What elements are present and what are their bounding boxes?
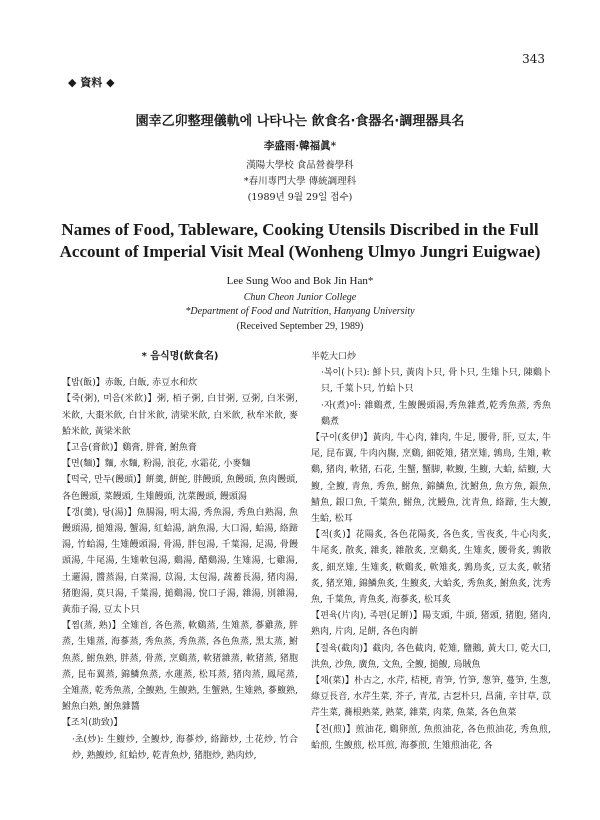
received-date-en: (Received September 29, 1989) bbox=[236, 321, 364, 332]
received-date-ko: (1989년 9월 29일 접수) bbox=[247, 192, 353, 203]
entry: 【절육(截肉)】截肉, 各色截肉, 乾雉, 鹽鵝, 黃大口, 乾大口, 洪魚, 沙魚, 廣魚, 文魚, 全鰒, 搥鰒, 烏賊魚 bbox=[311, 643, 551, 670]
sub-entry: ·복이(卜只): 鮮卜只, 黃肉卜只, 骨卜只, 生雉卜只, 陳鷄卜只, 千葉卜只, 竹蛤卜只 bbox=[321, 368, 551, 395]
entry: 【갱(羹), 탕(湯)】魚腸湯, 明太湯, 秀魚湯, 秀魚白熟湯, 魚饅頭湯, 搥雉湯, 蟹湯, 紅蛤湯, 訥魚湯, 大口湯, 蛤湯, 絡蹄湯, 竹蛤湯, 生雉饅頭湯, 骨湯, 胖包湯, 千葉湯, 足湯, 骨饅頭湯, 牛尾湯, 生雉軟包湯, 鷄湯, 醋鷄湯, 生雉湯, 七雞湯, 土邏湯, 醬蒸湯, 白菜湯, 苡湯, 太包湯, 蔬蓄長湯, 猪肉湯, 猪胞湯, 莫只湯, 千葉湯, 搥鷄湯, 悅口子湯, 雜湯, 別雜湯, 黃茄子湯, 豆太卜只 bbox=[62, 507, 298, 616]
english-title-line: Account of Imperial Visit Meal (Wonheng Ulmyo Jungri Euigwae) bbox=[59, 242, 541, 261]
entry: 【떡국, 만두(饅頭)】餠羹, 餠鮀, 胖饅頭, 魚饅頭, 魚肉饅頭, 各色饅頭, 菜饅頭, 生雉饅頭, 沈菜饅頭, 饅頭湯 bbox=[62, 475, 298, 502]
english-title-line: Names of Food, Tableware, Cooking Utensils Discribed in the Full bbox=[61, 220, 539, 239]
affiliation-line: *春川專門大學 傳統調理科 bbox=[243, 176, 357, 187]
entry: 【채(菜)】朴古之, 水芹, 桔梗, 青笋, 竹笋, 葱笋, 蔓笋, 生葱, 綠豆長音, 水芹生菜, 芥子, 青苽, 古乭朴只, 昌蒲, 辛甘草, 苡芹生菜, 蕎根熟菜, 熟菜, 雜菜, 肉菜, 魚菜, 各色魚菜 bbox=[311, 676, 551, 719]
english-affiliation bbox=[0, 291, 600, 319]
affiliation-line: 漢陽大學校 食品營養學科 bbox=[246, 160, 354, 171]
section-tag: ◆ 資料 ◆ bbox=[68, 76, 115, 89]
entry: 【조치(助致)】 bbox=[62, 718, 123, 729]
korean-title: 園幸乙卯整理儀軌에 나타나는 飮食名·食器名·調理器具名 bbox=[135, 114, 465, 129]
sub-entry: ·초(炒): 生鰒炒, 全鰒炒, 海蔘炒, 絡蹄炒, 土花炒, 竹合炒, 熟鰒炒, 紅蛤炒, 乾青魚炒, 猪胞炒, 熟肉炒, bbox=[72, 734, 298, 761]
entry: 【밥(飯)】赤飯, 白飯, 赤豆水和炊 bbox=[62, 378, 198, 389]
left-column bbox=[62, 349, 298, 764]
affiliation-line: Chun Cheon Junior College bbox=[243, 292, 357, 303]
page-number: 343 bbox=[522, 52, 545, 66]
section-heading: * 음식명(飮食名) bbox=[141, 351, 219, 362]
korean-affiliation bbox=[0, 158, 600, 206]
sub-entry: ·자(煮)아: 雜鷄煮, 生鰒饅頭湯,秀魚雜煮,乾秀魚蒸, 秀魚鷄煮 bbox=[321, 400, 551, 427]
entry: 【구이(炙伊)】黃肉, 牛心肉, 雜肉, 牛足, 腰骨, 肝, 豆太, 牛尾, 昆布翼, 牛肉內膓, 烹鷄, 細乾雉, 猪烹雉, 鶉鳥, 生雉, 軟鷄, 猪肉, 軟猪, 石花, 生蟹, 蟹脚, 軟鰒, 生鰒, 大蛤, 結鰒, 大鰒, 全鰒, 青魚, 秀魚, 鮒魚, 錦鱗魚, 沈鮒魚, 魚方魚, 銀魚, 鯖魚, 銀口魚, 千葉魚, 鮒魚, 沈鰻魚, 沈青魚, 絡蹄, 生大鰒, 生蛤, 松耳 bbox=[311, 433, 551, 525]
entry: 【면(麵)】麵, 水麵, 粉湯, 浪花, 水霜花, 小麥麵 bbox=[62, 459, 251, 470]
right-column bbox=[311, 349, 551, 754]
entry: 【전(煎)】煎油花, 鷄卵煎, 魚煎油花, 各色煎油花, 秀魚煎, 蛤煎, 生鰒煎, 松耳煎, 海蔘煎, 生雉煎油花, 各 bbox=[311, 724, 551, 751]
entry: 【적(炙)】花陽炙, 各色花陽炙, 各色炙, 雪夜炙, 牛心肉炙, 牛尾炙, 散炙, 雜炙, 雜散炙, 烹鷄炙, 生雉炙, 腰骨炙, 鶉散炙, 細烹雉, 生雉炙, 軟鷄炙, 軟雉炙, 鶉鳥炙, 豆太炙, 軟猪炙, 猪烹雉, 錦鱗魚炙, 生鰒炙, 大蛤炙, 秀魚炙, 鮒魚炙, 沈秀魚, 千葉魚, 青魚炙, 海蔘炙, 松耳炙 bbox=[311, 530, 551, 606]
entry: 【죽(粥), 미음(米飮)】粥, 栢子粥, 白甘粥, 豆粥, 白米粥, 米飮, 大棗米飮, 白甘米飮, 淸梁米飮, 白米飮, 秋牟米飮, 麥鮯米飮, 黃梁米飮 bbox=[62, 394, 298, 437]
english-title bbox=[0, 219, 600, 263]
entry: 【편육(片肉), 족편(足餠)】陽支頭, 牛頭, 猪頭, 猪胞, 猪肉, 熟肉, 片肉, 足餠, 各色肉餠 bbox=[311, 611, 551, 638]
entry: 【고음(膏飮)】鷄膏, 胖膏, 鮒魚膏 bbox=[62, 443, 197, 454]
entry: 【찜(蒸, 熟)】全雉首, 各色蒸, 軟鷄蒸, 生雉蒸, 蔘雞蒸, 胖蒸, 生雉蒸, 海蔘蒸, 秀魚蒸, 秀魚蒸, 各色魚蒸, 黑太蒸, 鮒魚蒸, 鮒魚熟, 胖蒸, 骨蒸, 烹鷄蒸, 軟猪雜蒸, 軟猪蒸, 猪胞蒸, 昆布翼蒸, 錦鱗魚蒸, 水蓮蒸, 松耳蒸, 猪肉蒸, 鳳尾蒸, 全雉蒸, 乾秀魚蒸, 全鰒熟, 生鰒熟, 生蟹熟, 生雉熟, 蔘鰒熟, 鮒魚白熟, 鮒魚雜醬 bbox=[62, 621, 298, 713]
korean-authors: 李盛雨·韓福眞* bbox=[263, 140, 337, 152]
affiliation-line: *Department of Food and Nutrition, Hanyang University bbox=[185, 306, 415, 317]
english-authors: Lee Sung Woo and Bok Jin Han* bbox=[226, 275, 374, 287]
entry-continuation: 半乾大口炒 bbox=[311, 352, 357, 362]
